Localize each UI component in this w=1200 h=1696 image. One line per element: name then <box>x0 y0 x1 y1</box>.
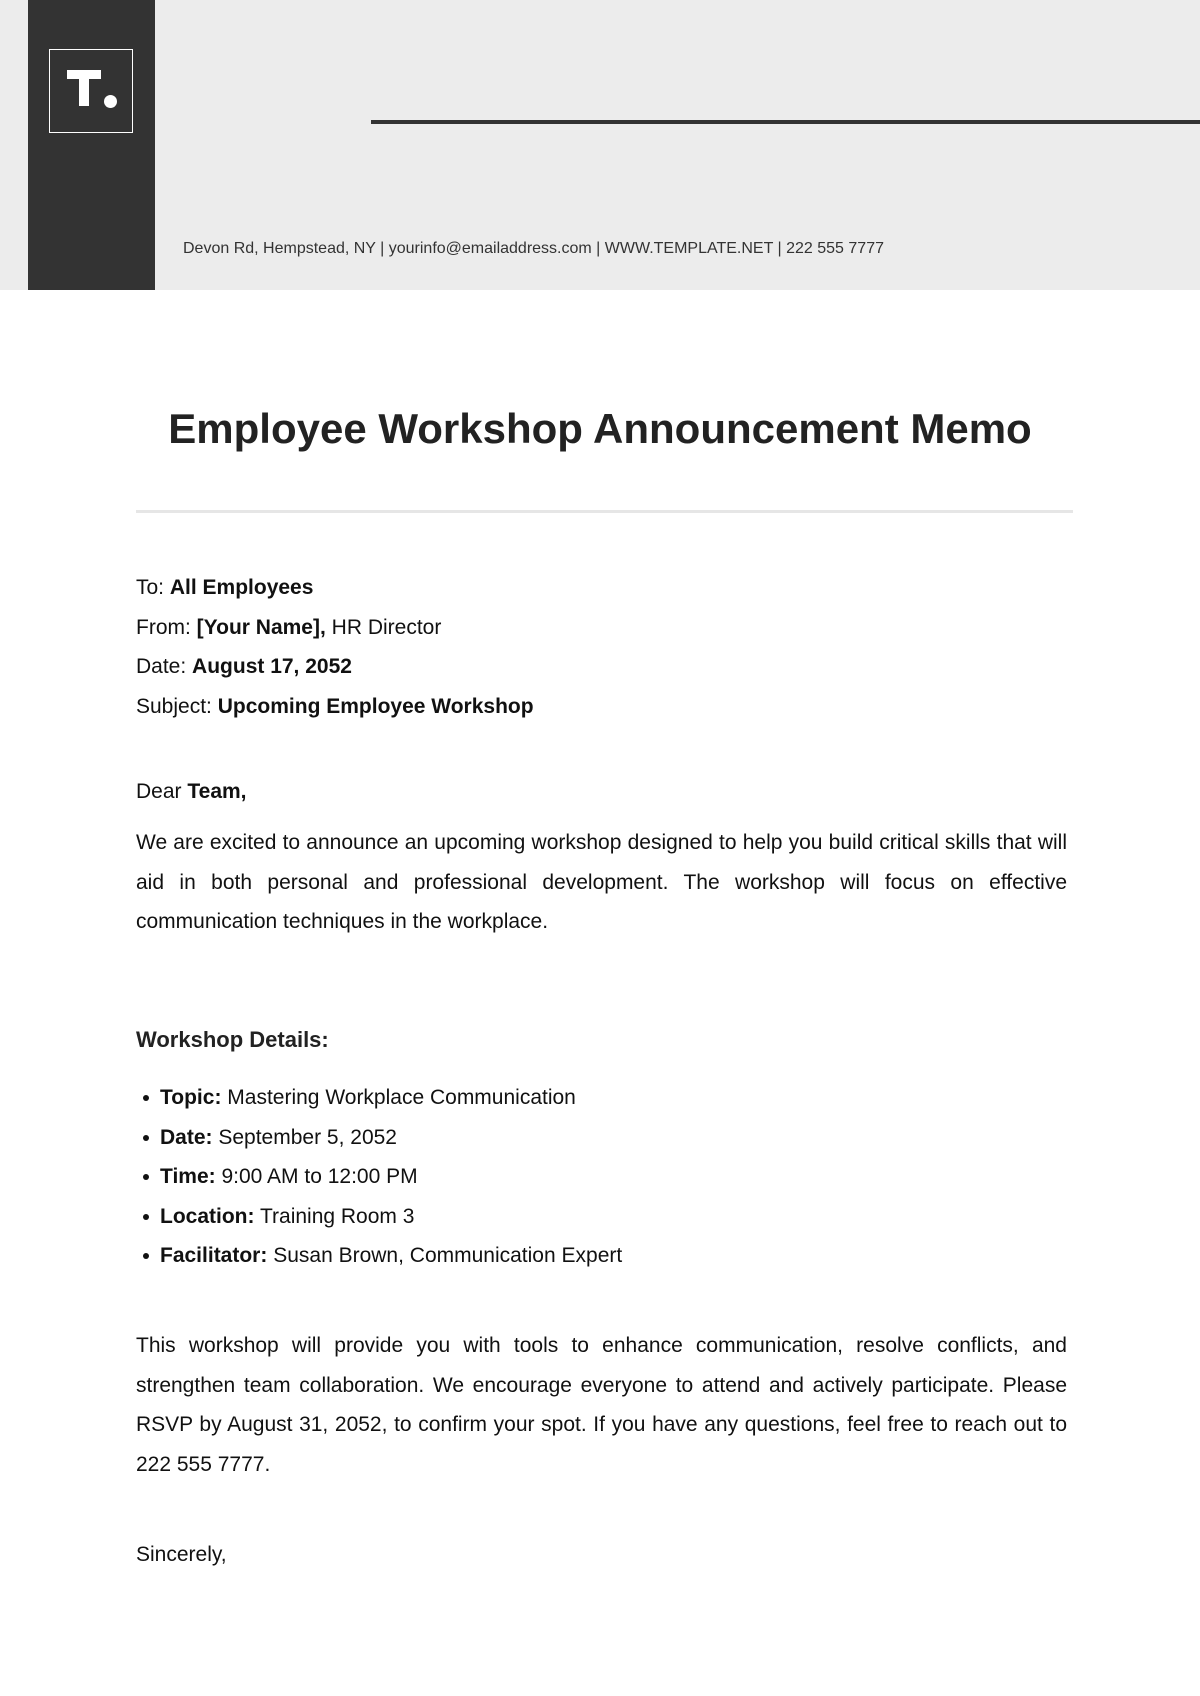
subject-label: Subject: <box>136 694 212 718</box>
subject-value: Upcoming Employee Workshop <box>217 694 534 718</box>
memo-date <box>136 647 534 687</box>
list-item <box>136 1118 622 1158</box>
list-item <box>136 1236 622 1276</box>
greeting <box>136 777 247 807</box>
detail-value: 9:00 AM to 12:00 PM <box>221 1165 418 1188</box>
detail-label: Date: <box>160 1125 213 1149</box>
memo-title: Employee Workshop Announcement Memo <box>168 405 1032 452</box>
list-item <box>136 1197 622 1237</box>
to-label: To: <box>136 576 165 599</box>
header-divider <box>371 120 1200 124</box>
memo-to <box>136 568 534 608</box>
logo-bar <box>28 0 155 290</box>
memo-from <box>136 608 534 648</box>
date-value: August 17, 2052 <box>192 655 352 678</box>
title-divider <box>136 510 1073 513</box>
detail-value: September 5, 2052 <box>218 1125 397 1149</box>
list-item <box>136 1157 622 1197</box>
from-role: HR Director <box>331 615 442 639</box>
list-item <box>136 1078 622 1118</box>
date-label: Date: <box>136 655 187 678</box>
to-value: All Employees <box>169 576 314 599</box>
detail-value: Mastering Workplace Communication <box>227 1086 576 1109</box>
details-heading: Workshop Details: <box>136 1027 329 1052</box>
detail-value: Training Room 3 <box>259 1204 415 1228</box>
signoff: Sincerely, <box>136 1543 227 1566</box>
letterhead <box>0 0 1200 290</box>
detail-label: Time: <box>160 1165 216 1188</box>
intro-paragraph: We are excited to announce an upcoming workshop designed to help you build critical skills that will aid in both personal and professional development. The workshop will focus on effective communication techniques in the workplace. <box>136 831 1067 933</box>
closing-paragraph: This workshop will provide you with tools to enhance communication, resolve conflicts, and strengthen team collaboration. We encourage everyone to attend and actively participate. Please RSVP by August 31, 2052, to confirm your spot. If you have any questions, feel free to reach out to 222 555 7777. <box>136 1334 1067 1476</box>
from-label: From: <box>136 615 191 639</box>
company-logo <box>49 49 133 133</box>
detail-value: Susan Brown, Communication Expert <box>273 1244 623 1267</box>
detail-label: Topic: <box>160 1086 222 1109</box>
greeting-name: Team, <box>187 780 247 803</box>
logo-dot-icon <box>104 95 117 108</box>
logo-t-icon <box>67 70 101 106</box>
contact-info: Devon Rd, Hempstead, NY | yourinfo@emailaddress.com | WWW.TEMPLATE.NET | 222 555 7777 <box>183 240 884 257</box>
memo-subject <box>136 687 534 727</box>
greeting-prefix: Dear <box>136 780 182 803</box>
from-name: [Your Name], <box>196 615 326 639</box>
details-list <box>136 1078 622 1276</box>
detail-label: Facilitator: <box>160 1244 268 1267</box>
memo-meta <box>136 568 534 726</box>
detail-label: Location: <box>160 1204 255 1228</box>
